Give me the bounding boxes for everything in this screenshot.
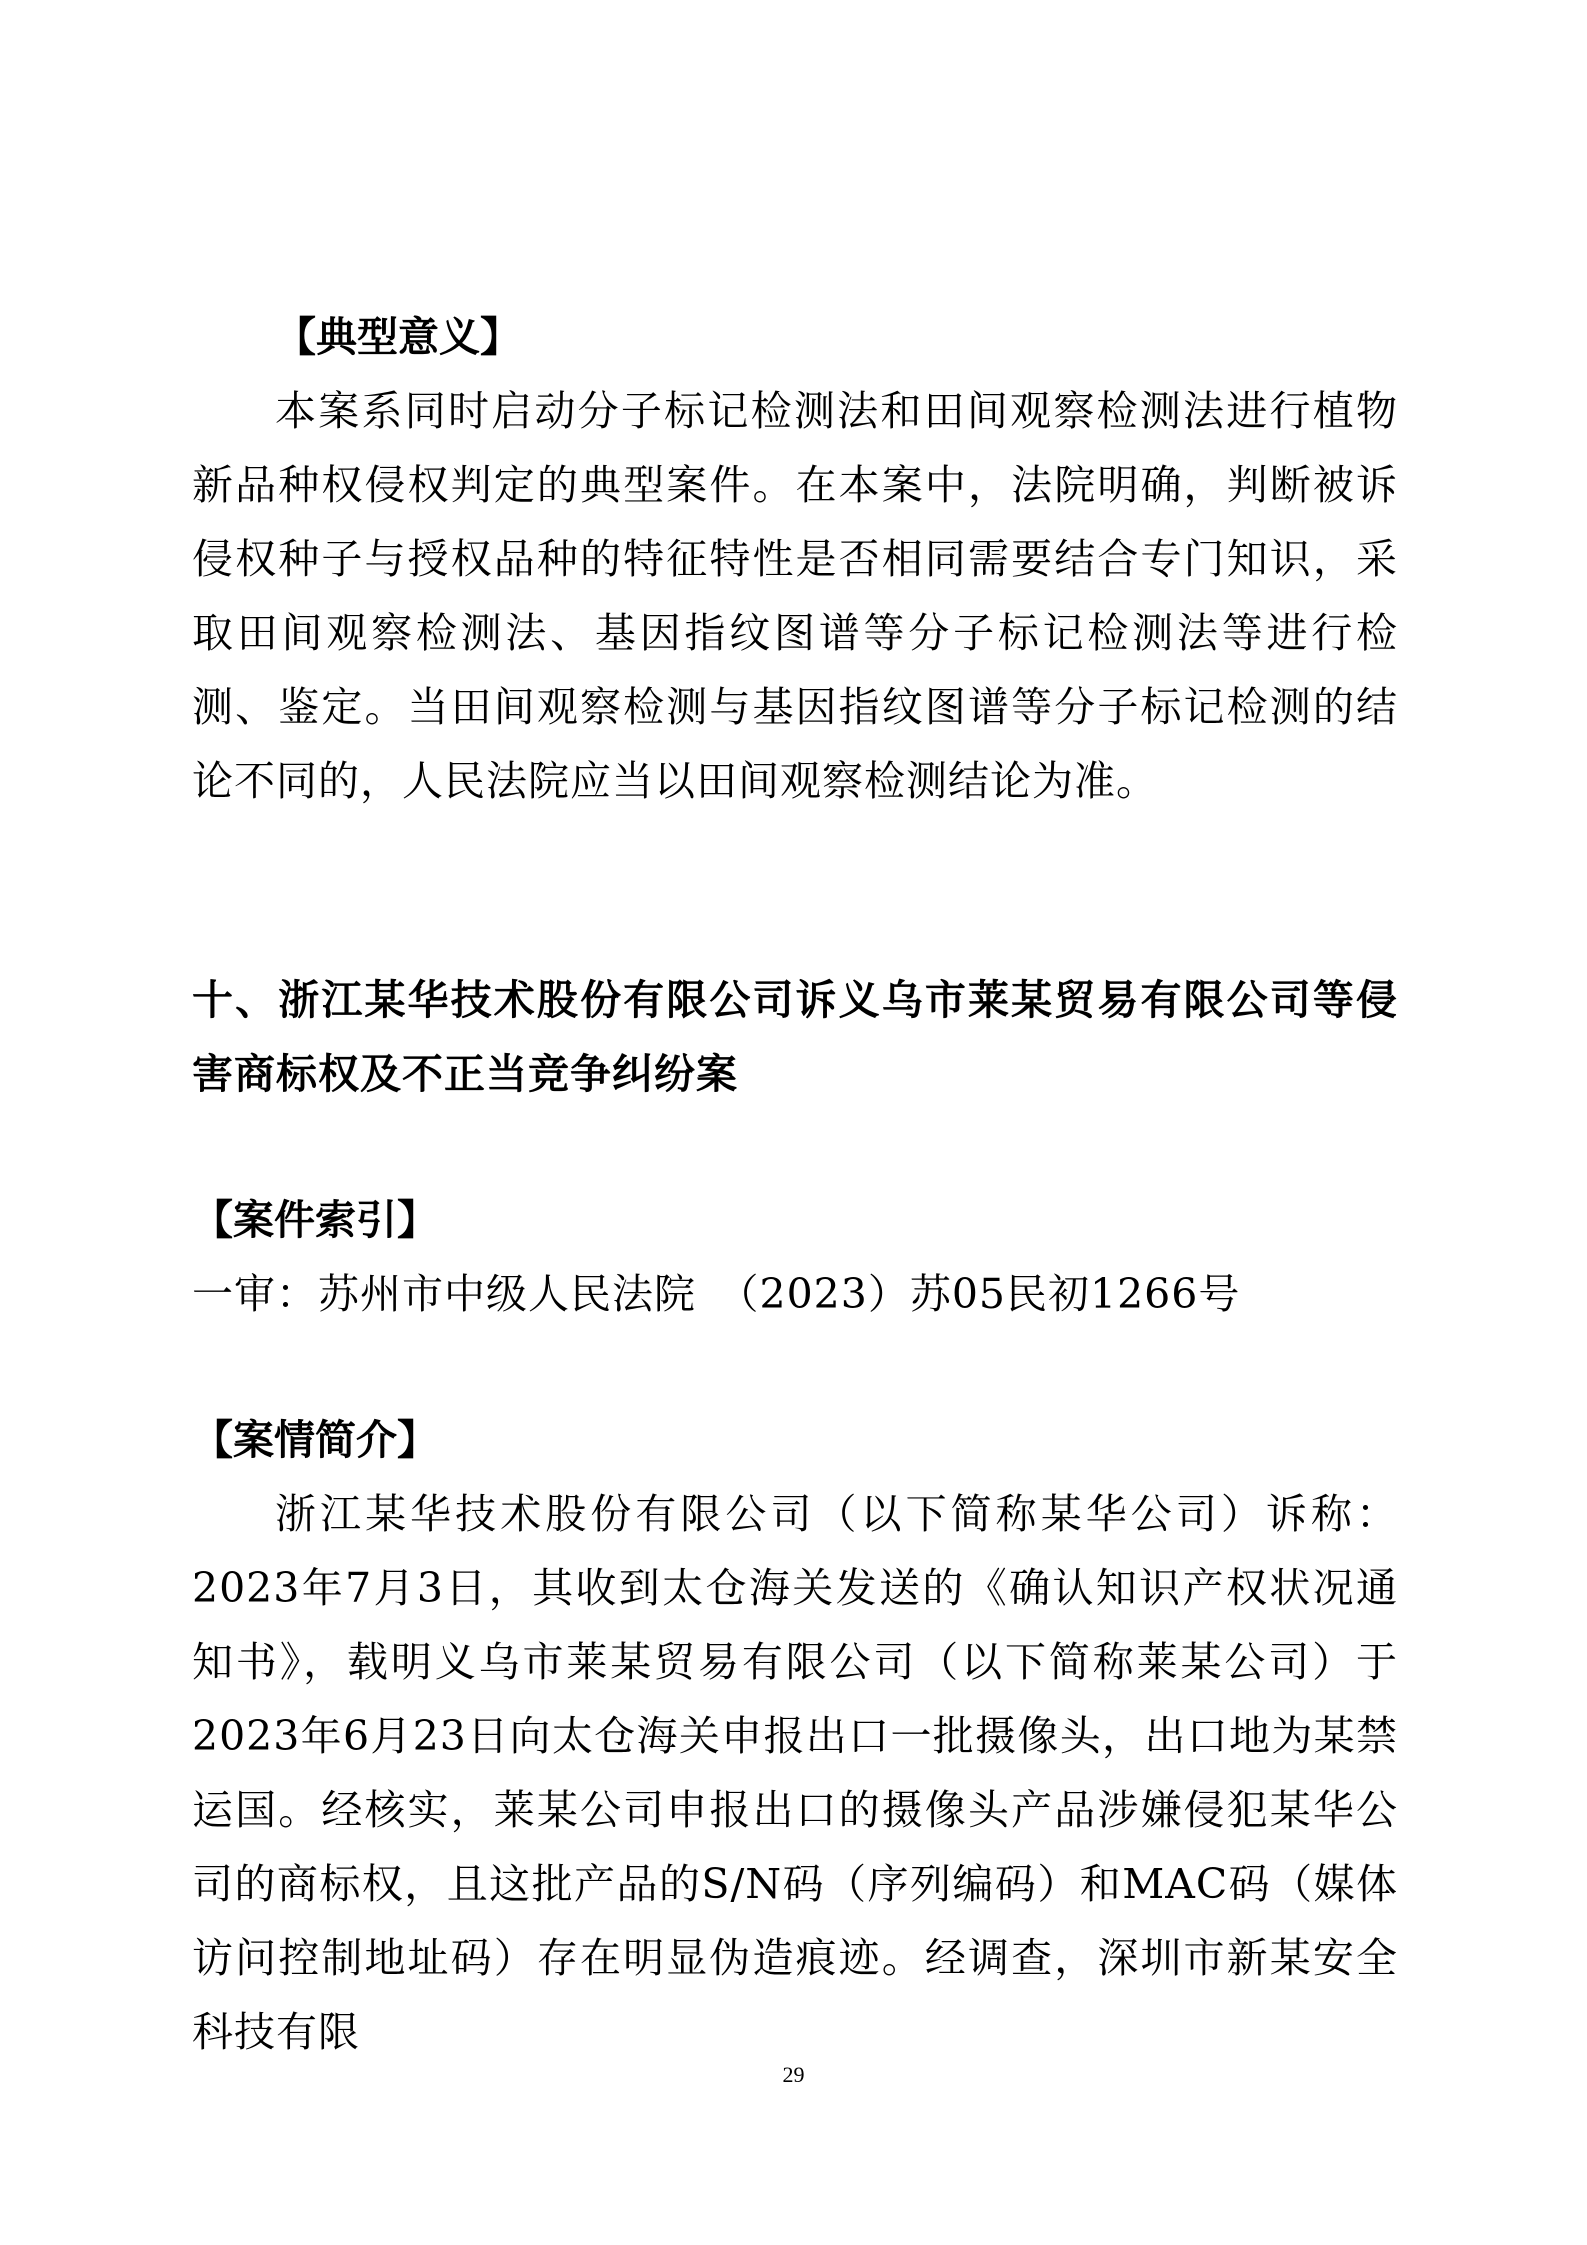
case-summary-paragraph: 浙江某华技术股份有限公司（以下简称某华公司）诉称：2023年7月3日，其收到太仓海关发送的《确认知识产权状况通知书》，载明义乌市莱某贸易有限公司（以下简称莱某公司）于2023年6月23日向太仓海关申报出口一批摄像头，出口地为某禁运国。经核实，莱某公司申报出口的摄像头产品涉嫌侵犯某华公司的商标权，且这批产品的S/N码（序列编码）和MAC码（媒体访问控制地址码）存在明显伪造痕迹。经调查，深圳市新某安全科技有限 (192, 1490, 1398, 2056)
page-number: 29 (782, 2062, 805, 2087)
case-index-heading: 【案件索引】 (192, 1196, 438, 1244)
spacer (192, 1111, 1398, 1183)
page-content (192, 300, 1398, 2069)
case-summary-heading: 【案情简介】 (192, 1416, 438, 1464)
spacer (192, 1331, 1398, 1403)
case-index-line: 一审：苏州市中级人民法院 （2023）苏05民初1266号 (192, 1270, 1241, 1318)
spacer (192, 818, 1398, 963)
significance-paragraph: 本案系同时启动分子标记检测法和田间观察检测法进行植物新品种权侵权判定的典型案件。在本案中，法院明确，判断被诉侵权种子与授权品种的特征特性是否相同需要结合专门知识，采取田间观察检测法、基因指纹图谱等分子标记检测法等进行检测、鉴定。当田间观察检测与基因指纹图谱等分子标记检测的结论不同的，人民法院应当以田间观察检测结论为准。 (192, 387, 1398, 805)
case-title: 十、浙江某华技术股份有限公司诉义乌市莱某贸易有限公司等侵害商标权及不正当竞争纠纷案 (192, 976, 1398, 1098)
significance-heading: 【典型意义】 (275, 313, 521, 361)
